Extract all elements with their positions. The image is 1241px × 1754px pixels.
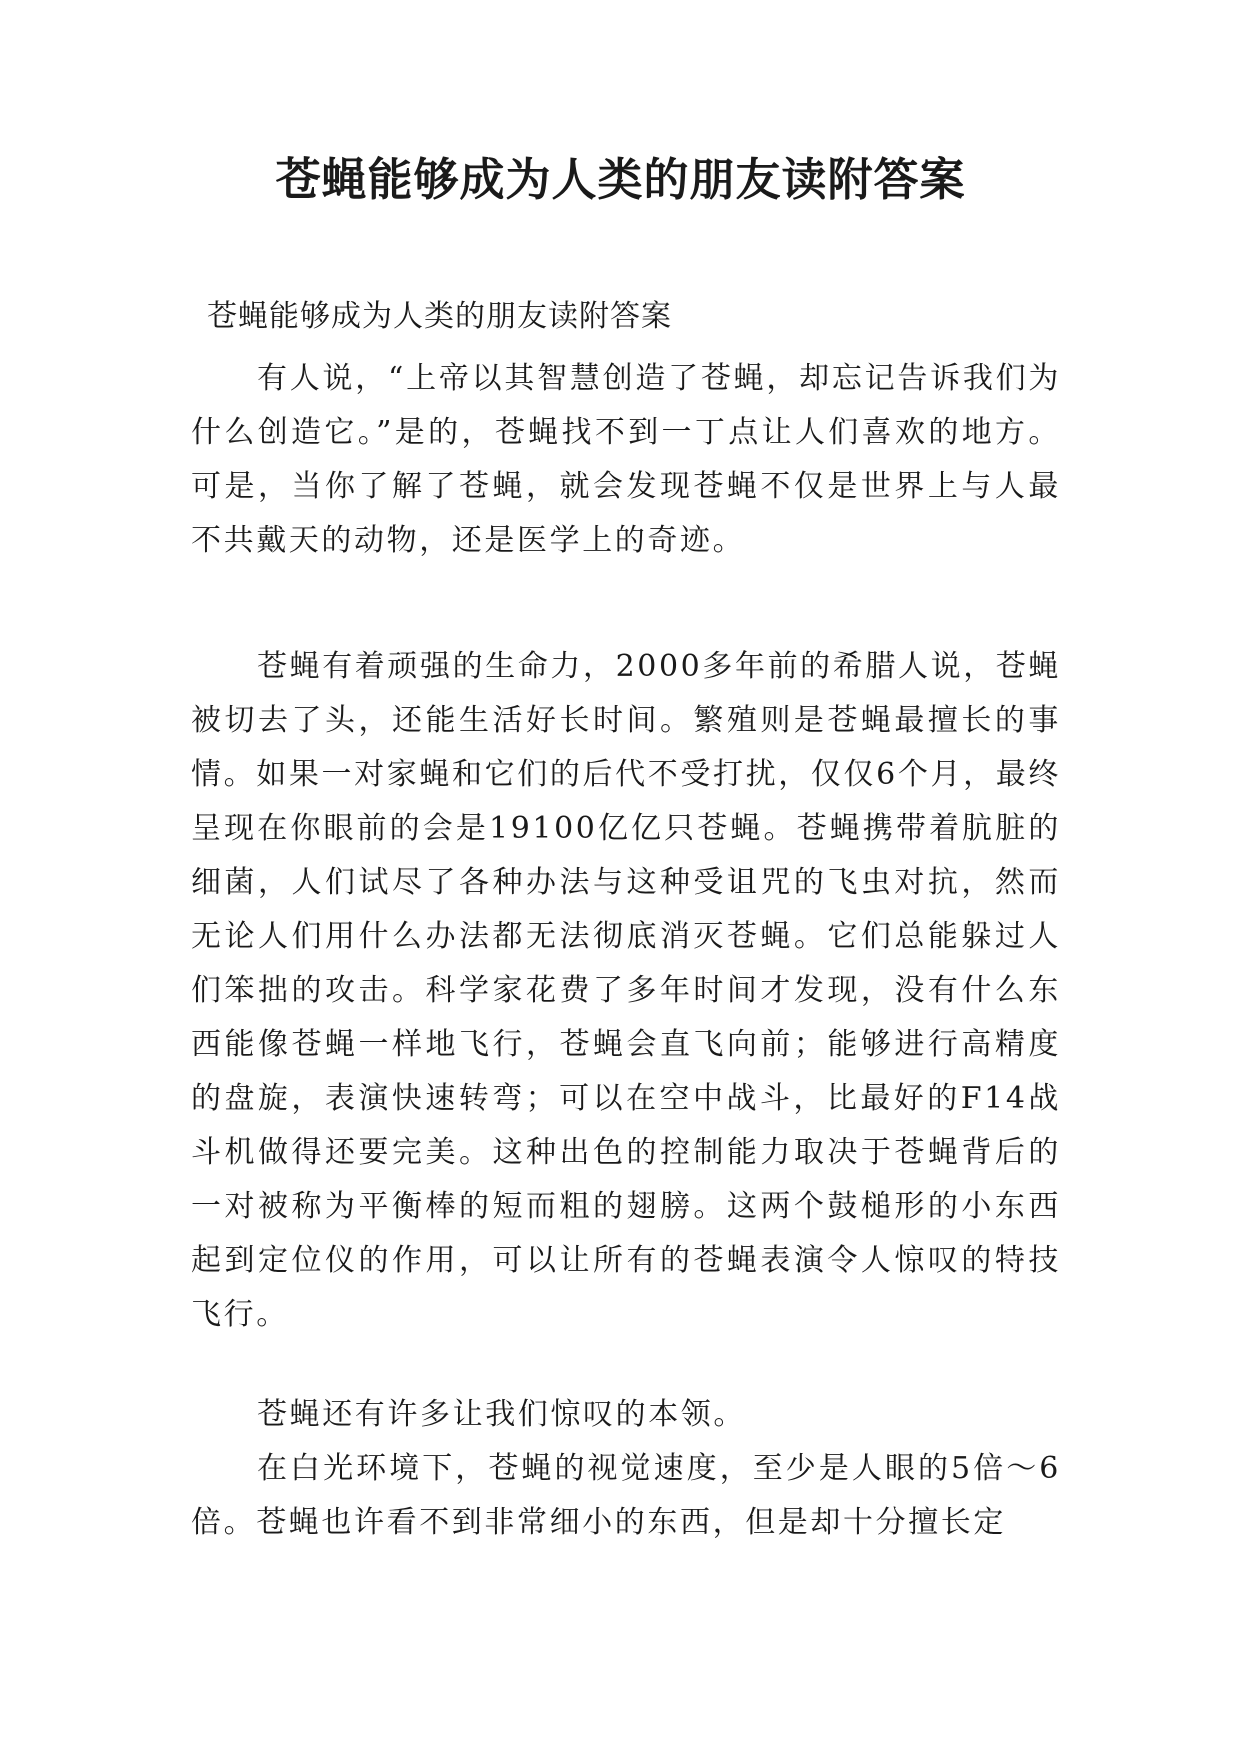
document-subtitle: 苍蝇能够成为人类的朋友读附答案 bbox=[207, 299, 672, 334]
document-title: 苍蝇能够成为人类的朋友读附答案 bbox=[275, 153, 966, 206]
paragraph-2: 苍蝇有着顽强的生命力，2000多年前的希腊人说，苍蝇被切去了头，还能生活好长时间。繁殖则是苍蝇最擅长的事情。如果一对家蝇和它们的后代不受打扰，仅仅6个月，最终呈现在你眼前的会是19100亿亿只苍蝇。苍蝇携带着肮脏的细菌，人们试尽了各种办法与这种受诅咒的飞虫对抗，然而无论人们用什么办法都无法彻底消灭苍蝇。它们总能躲过人们笨拙的攻击。科学家花费了多年时间才发现，没有什么东西能像苍蝇一样地飞行，苍蝇会直飞向前；能够进行高精度的盘旋，表演快速转弯；可以在空中战斗，比最好的F14战斗机做得还要完美。这种出色的控制能力取决于苍蝇背后的一对被称为平衡棒的短而粗的翅膀。这两个鼓槌形的小东西起到定位仪的作用，可以让所有的苍蝇表演令人惊叹的特技飞行。 bbox=[191, 649, 1061, 1332]
paragraph-4: 在白光环境下，苍蝇的视觉速度，至少是人眼的5倍～6倍。苍蝇也许看不到非常细小的东西，但是却十分擅长定 bbox=[191, 1451, 1061, 1540]
paragraph-3: 苍蝇还有许多让我们惊叹的本领。 bbox=[257, 1397, 746, 1432]
paragraph-1: 有人说，“上帝以其智慧创造了苍蝇，却忘记告诉我们为什么创造它。”是的，苍蝇找不到一丁点让人们喜欢的地方。可是，当你了解了苍蝇，就会发现苍蝇不仅是世界上与人最不共戴天的动物，还是医学上的奇迹。 bbox=[191, 361, 1061, 558]
